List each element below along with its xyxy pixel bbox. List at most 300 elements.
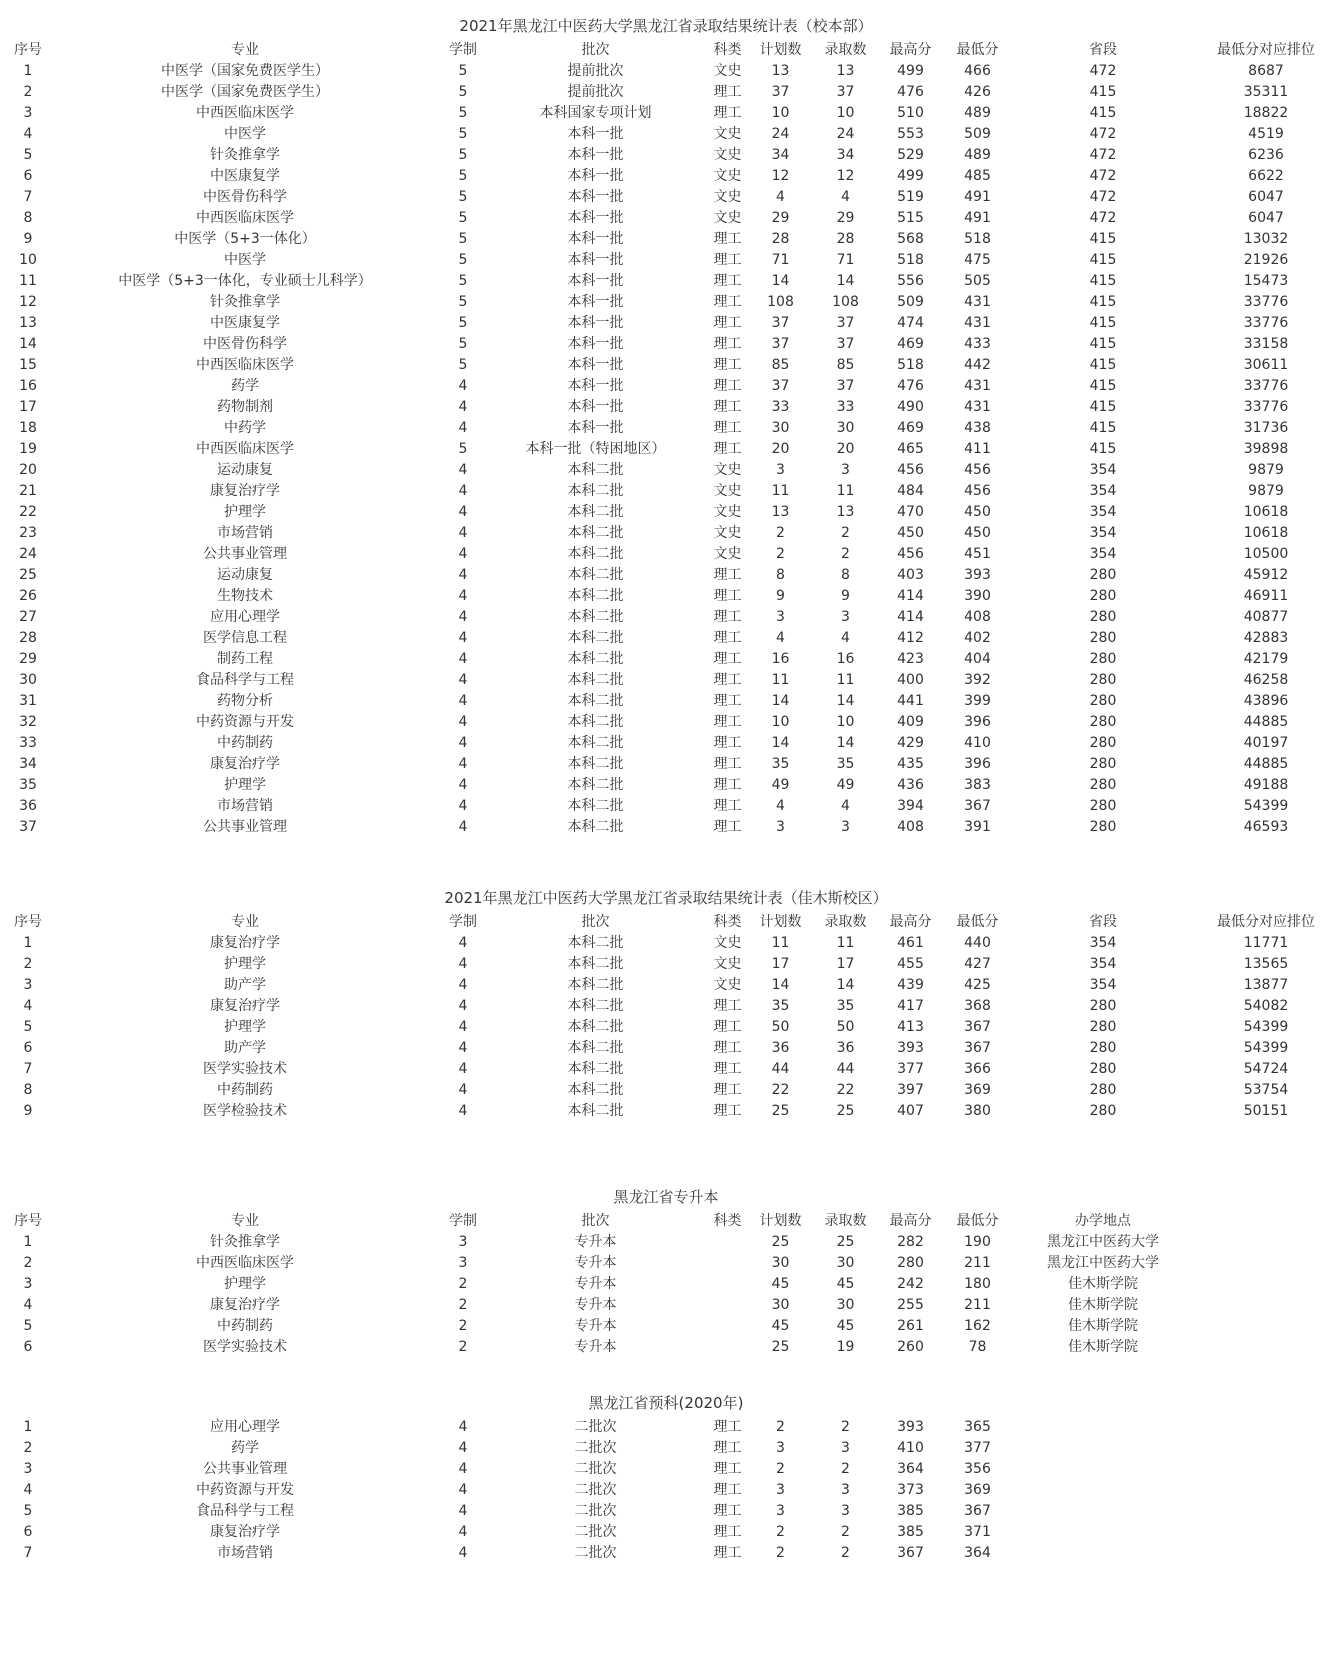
table-cell: 14 (836, 977, 855, 993)
column-header: 序号 (14, 914, 42, 930)
table-cell: 34 (19, 756, 37, 772)
table-cell: 519 (897, 189, 924, 205)
table-cell: 280 (1089, 651, 1117, 667)
table-cell: 3 (776, 1482, 785, 1498)
table-cell: 391 (964, 819, 991, 835)
table-cell: 4 (458, 630, 468, 646)
table-cell: 康复治疗学 (210, 1524, 280, 1540)
table-cell: 5 (458, 105, 468, 121)
table-cell: 411 (964, 441, 991, 457)
table-cell: 29 (771, 210, 790, 226)
table-cell: 4 (776, 630, 785, 646)
table-cell: 13032 (1243, 231, 1289, 247)
table-cell: 本科二批 (567, 609, 624, 625)
table-cell: 25 (19, 567, 37, 583)
table-cell: 415 (1089, 336, 1117, 352)
table-cell: 36 (19, 798, 37, 814)
table-cell: 4 (458, 777, 468, 793)
table-cell: 文史 (713, 483, 742, 499)
table-cell: 211 (964, 1297, 991, 1313)
table-cell: 黑龙江中医药大学 (1047, 1255, 1159, 1271)
column-header: 录取数 (824, 914, 867, 930)
table-cell: 文史 (713, 504, 742, 520)
table-cell: 33158 (1243, 336, 1289, 352)
table-cell: 414 (897, 609, 924, 625)
table-cell: 4 (458, 525, 468, 541)
table-row (0, 670, 1332, 691)
table-cell: 本科二批 (567, 956, 624, 972)
table-cell: 40197 (1243, 735, 1289, 751)
table-cell: 354 (1089, 546, 1117, 562)
table-cell: 373 (897, 1482, 924, 1498)
table-row (0, 187, 1332, 208)
table-cell: 中西医临床医学 (196, 1255, 294, 1271)
table-cell: 13565 (1243, 956, 1289, 972)
table-cell: 469 (897, 336, 924, 352)
table-cell: 22 (19, 504, 37, 520)
table-cell: 425 (964, 977, 991, 993)
table-cell: 25 (771, 1339, 790, 1355)
table-cell: 19 (836, 1339, 855, 1355)
table-cell: 理工 (713, 399, 742, 415)
table-cell: 3 (841, 819, 850, 835)
table-cell: 提前批次 (567, 63, 624, 79)
table-cell: 4 (458, 798, 468, 814)
table-cell: 市场营销 (217, 525, 273, 541)
table-cell: 33776 (1243, 378, 1289, 394)
table-row (0, 607, 1332, 628)
table-cell: 2 (841, 1461, 850, 1477)
table-cell: 专升本 (574, 1297, 617, 1313)
table-cell: 417 (897, 998, 924, 1014)
table-main-campus (0, 12, 1332, 838)
table-cell: 理工 (713, 1103, 742, 1119)
table-cell: 3 (776, 1440, 785, 1456)
table-cell: 465 (897, 441, 924, 457)
column-header: 学制 (449, 42, 477, 58)
table-cell: 文史 (713, 462, 742, 478)
table-cell: 491 (964, 189, 991, 205)
table-cell: 佳木斯学院 (1068, 1318, 1138, 1334)
table-cell: 371 (964, 1524, 991, 1540)
table-cell: 31 (19, 693, 37, 709)
table-cell: 28 (836, 231, 855, 247)
table-cell: 29 (19, 651, 37, 667)
table-row (0, 250, 1332, 271)
table-cell: 4 (458, 1419, 468, 1435)
table-cell: 456 (897, 462, 924, 478)
table-cell: 280 (1089, 735, 1117, 751)
table-cell: 29 (836, 210, 855, 226)
table-cell: 24 (836, 126, 855, 142)
table-cell: 431 (964, 315, 991, 331)
table-cell: 文史 (713, 189, 742, 205)
table-row (0, 796, 1332, 817)
table-cell: 本科二批 (567, 998, 624, 1014)
table-title: 2021年黑龙江中医药大学黑龙江省录取结果统计表（佳木斯校区） (444, 889, 888, 907)
table-cell: 12 (836, 168, 855, 184)
table-row (0, 292, 1332, 313)
table-cell: 14 (836, 273, 855, 289)
table-cell: 本科二批 (567, 714, 624, 730)
table-row (0, 691, 1332, 712)
table-row (0, 1017, 1332, 1038)
table-cell: 理工 (713, 420, 742, 436)
table-row (0, 481, 1332, 502)
table-cell: 二批次 (574, 1419, 617, 1435)
table-cell: 37 (836, 336, 855, 352)
table-title: 2021年黑龙江中医药大学黑龙江省录取结果统计表（校本部） (459, 17, 873, 35)
table-cell: 367 (964, 1040, 991, 1056)
table-cell: 6 (23, 168, 33, 184)
table-cell: 408 (897, 819, 924, 835)
column-header: 专业 (231, 914, 259, 930)
table-cell: 10 (771, 714, 790, 730)
table-cell: 医学信息工程 (203, 630, 287, 646)
table-cell: 280 (1089, 819, 1117, 835)
table-cell: 35 (836, 756, 855, 772)
table-row (0, 775, 1332, 796)
table-cell: 367 (964, 798, 991, 814)
table-cell: 4 (458, 567, 468, 583)
table-cell: 4 (841, 189, 850, 205)
table-cell: 6 (23, 1040, 33, 1056)
table-cell: 5 (458, 189, 468, 205)
table-cell: 280 (1089, 693, 1117, 709)
column-header: 学制 (449, 1213, 477, 1229)
table-cell: 19 (19, 441, 37, 457)
table-cell: 5 (458, 336, 468, 352)
table-row (0, 502, 1332, 523)
column-header: 计划数 (759, 42, 802, 58)
table-cell: 专升本 (574, 1318, 617, 1334)
table-cell: 制药工程 (217, 651, 273, 667)
table-cell: 市场营销 (217, 1545, 273, 1561)
table-cell: 本科二批 (567, 935, 624, 951)
table-cell: 康复治疗学 (210, 1297, 280, 1313)
table-row (0, 754, 1332, 775)
table-cell: 6 (23, 1339, 33, 1355)
table-cell: 4 (458, 693, 468, 709)
table-row (0, 61, 1332, 82)
table-cell: 本科二批 (567, 819, 624, 835)
table-cell: 36 (771, 1040, 790, 1056)
table-cell: 运动康复 (217, 567, 273, 583)
table-cell: 本科一批（特困地区） (525, 441, 666, 457)
column-header: 最低分对应排位 (1217, 914, 1315, 930)
table-cell: 5 (458, 168, 468, 184)
table-cell: 456 (897, 546, 924, 562)
table-cell: 108 (767, 294, 794, 310)
table-row (0, 1417, 1332, 1438)
table-row (0, 1101, 1332, 1122)
table-cell: 本科二批 (567, 798, 624, 814)
table-cell: 356 (964, 1461, 991, 1477)
table-cell: 3 (776, 462, 785, 478)
table-cell: 4 (458, 462, 468, 478)
table-cell: 367 (964, 1503, 991, 1519)
table-cell: 369 (964, 1482, 991, 1498)
table-cell: 30 (771, 420, 790, 436)
table-row (0, 628, 1332, 649)
table-row (0, 1337, 1332, 1358)
table-cell: 9879 (1248, 483, 1284, 499)
table-cell: 二批次 (574, 1482, 617, 1498)
table-cell: 2 (23, 1440, 33, 1456)
table-cell: 470 (897, 504, 924, 520)
table-cell: 理工 (713, 672, 742, 688)
table-cell: 4 (841, 630, 850, 646)
table-cell: 393 (964, 567, 991, 583)
table-cell: 472 (1089, 168, 1117, 184)
table-cell: 本科二批 (567, 777, 624, 793)
table-cell: 理工 (713, 714, 742, 730)
table-cell: 本科二批 (567, 483, 624, 499)
column-header: 省段 (1089, 914, 1117, 930)
header-row (0, 912, 1332, 933)
table-cell: 文史 (713, 147, 742, 163)
table-cell: 助产学 (224, 1040, 266, 1056)
table-cell: 2 (776, 1461, 785, 1477)
table-cell: 518 (897, 252, 924, 268)
table-row (0, 418, 1332, 439)
table-cell: 5 (458, 441, 468, 457)
table-cell: 2 (458, 1276, 468, 1292)
table-cell: 415 (1089, 231, 1117, 247)
table-jiamusi-campus (0, 884, 1332, 1122)
table-cell: 14 (771, 693, 790, 709)
table-cell: 71 (836, 252, 855, 268)
table-cell: 162 (964, 1318, 991, 1334)
table-cell: 14 (836, 735, 855, 751)
table-cell: 1 (23, 1234, 33, 1250)
table-cell: 10618 (1243, 504, 1289, 520)
table-cell: 11 (836, 483, 855, 499)
table-cell: 2 (841, 1545, 850, 1561)
table-cell: 专升本 (574, 1339, 617, 1355)
table-cell: 415 (1089, 357, 1117, 373)
table-cell: 44885 (1243, 756, 1289, 772)
table-cell: 理工 (713, 819, 742, 835)
table-cell: 10618 (1243, 525, 1289, 541)
table-cell: 280 (1089, 609, 1117, 625)
table-cell: 6 (23, 1524, 33, 1540)
table-row (0, 733, 1332, 754)
table-cell: 364 (964, 1545, 991, 1561)
table-cell: 4 (458, 977, 468, 993)
table-cell: 24 (771, 126, 790, 142)
table-cell: 2 (841, 546, 850, 562)
table-cell: 211 (964, 1255, 991, 1271)
table-cell: 509 (897, 294, 924, 310)
table-cell: 35 (771, 998, 790, 1014)
table-cell: 二批次 (574, 1524, 617, 1540)
table-cell: 14 (836, 693, 855, 709)
table-cell: 理工 (713, 294, 742, 310)
table-cell: 397 (897, 1082, 924, 1098)
table-cell: 2 (776, 546, 785, 562)
table-cell: 9 (23, 231, 33, 247)
table-cell: 理工 (713, 357, 742, 373)
table-cell: 4 (458, 504, 468, 520)
table-cell: 54399 (1243, 1040, 1289, 1056)
table-row (0, 355, 1332, 376)
table-cell: 康复治疗学 (210, 935, 280, 951)
table-cell: 431 (964, 294, 991, 310)
column-header: 办学地点 (1075, 1213, 1131, 1229)
table-row (0, 229, 1332, 250)
table-cell: 5 (458, 84, 468, 100)
table-cell: 403 (897, 567, 924, 583)
table-cell: 385 (897, 1524, 924, 1540)
table-cell: 393 (897, 1040, 924, 1056)
table-cell: 43896 (1243, 693, 1289, 709)
table-cell: 404 (964, 651, 991, 667)
table-cell: 50151 (1243, 1103, 1289, 1119)
table-row (0, 523, 1332, 544)
table-cell: 25 (771, 1234, 790, 1250)
table-row (0, 1059, 1332, 1080)
table-cell: 42883 (1243, 630, 1289, 646)
table-cell: 415 (1089, 399, 1117, 415)
table-cell: 14 (771, 273, 790, 289)
table-row (0, 817, 1332, 838)
table-cell: 499 (897, 63, 924, 79)
table-cell: 408 (964, 609, 991, 625)
table-cell: 45 (771, 1276, 790, 1292)
table-cell: 4 (23, 126, 33, 142)
table-cell: 505 (964, 273, 991, 289)
table-cell: 37 (836, 378, 855, 394)
table-cell: 14 (771, 735, 790, 751)
table-cell: 11 (836, 935, 855, 951)
table-cell: 5 (458, 63, 468, 79)
table-cell: 14 (771, 977, 790, 993)
table-row (0, 397, 1332, 418)
table-cell: 21926 (1243, 252, 1289, 268)
table-cell: 396 (964, 714, 991, 730)
table-preparatory (0, 1389, 1332, 1564)
table-cell: 提前批次 (567, 84, 624, 100)
table-cell: 文史 (713, 210, 742, 226)
table-cell: 理工 (713, 1545, 742, 1561)
table-cell: 35311 (1243, 84, 1289, 100)
table-cell: 400 (897, 672, 924, 688)
table-cell: 中西医临床医学 (196, 105, 294, 121)
table-cell: 市场营销 (217, 798, 273, 814)
table-cell: 4 (458, 1461, 468, 1477)
table-cell: 6622 (1248, 168, 1284, 184)
table-cell: 8 (776, 567, 785, 583)
table-cell: 本科二批 (567, 977, 624, 993)
table-cell: 20 (19, 462, 37, 478)
table-cell: 文史 (713, 935, 742, 951)
table-cell: 理工 (713, 777, 742, 793)
table-cell: 5 (458, 252, 468, 268)
table-cell: 本科二批 (567, 630, 624, 646)
table-cell: 4 (458, 956, 468, 972)
table-cell: 50 (836, 1019, 855, 1035)
table-cell: 415 (1089, 441, 1117, 457)
table-cell: 针灸推拿学 (210, 1234, 280, 1250)
table-cell: 理工 (713, 567, 742, 583)
table-cell: 2 (458, 1297, 468, 1313)
table-cell: 中医学（5+3一体化） (174, 231, 316, 247)
table-cell: 46258 (1243, 672, 1289, 688)
table-cell: 33 (771, 399, 790, 415)
table-cell: 4 (458, 1545, 468, 1561)
table-cell: 本科一批 (567, 273, 624, 289)
table-cell: 5 (458, 126, 468, 142)
table-cell: 7 (23, 1545, 33, 1561)
table-row (0, 1501, 1332, 1522)
table-cell: 415 (1089, 420, 1117, 436)
table-cell: 本科二批 (567, 1019, 624, 1035)
table-cell: 理工 (713, 1524, 742, 1540)
table-cell: 本科二批 (567, 525, 624, 541)
table-cell: 8 (23, 210, 33, 226)
column-header: 专业 (231, 1213, 259, 1229)
table-cell: 3 (23, 1276, 33, 1292)
table-cell: 理工 (713, 1482, 742, 1498)
table-cell: 药学 (231, 378, 259, 394)
table-cell: 中医骨伤科学 (203, 336, 287, 352)
table-cell: 黑龙江中医药大学 (1047, 1234, 1159, 1250)
table-cell: 2 (776, 1419, 785, 1435)
table-cell: 中医骨伤科学 (203, 189, 287, 205)
table-cell: 2 (776, 1545, 785, 1561)
table-cell: 康复治疗学 (210, 756, 280, 772)
table-cell: 485 (964, 168, 991, 184)
table-cell: 31736 (1243, 420, 1289, 436)
header-row (0, 1211, 1332, 1232)
table-cell: 4 (458, 998, 468, 1014)
table-cell: 54082 (1243, 998, 1289, 1014)
table-cell: 公共事业管理 (203, 819, 287, 835)
table-cell: 本科二批 (567, 1061, 624, 1077)
table-cell: 280 (1089, 672, 1117, 688)
table-cell: 中药资源与开发 (196, 714, 294, 730)
table-cell: 9 (841, 588, 850, 604)
table-cell: 中医康复学 (210, 168, 280, 184)
table-cell: 中药制药 (217, 1318, 273, 1334)
table-cell: 280 (1089, 630, 1117, 646)
table-cell: 499 (897, 168, 924, 184)
table-cell: 佳木斯学院 (1068, 1339, 1138, 1355)
table-cell: 410 (964, 735, 991, 751)
table-cell: 3 (776, 819, 785, 835)
table-cell: 10 (836, 105, 855, 121)
table-cell: 中药资源与开发 (196, 1482, 294, 1498)
table-cell: 食品科学与工程 (196, 1503, 294, 1519)
table-cell: 文史 (713, 126, 742, 142)
table-cell: 369 (964, 1082, 991, 1098)
table-cell: 33 (19, 735, 37, 751)
table-cell: 280 (1089, 1061, 1117, 1077)
table-cell: 484 (897, 483, 924, 499)
table-cell: 5 (23, 1503, 33, 1519)
table-cell: 本科一批 (567, 420, 624, 436)
table-cell: 4 (23, 1297, 33, 1313)
table-cell: 33 (836, 399, 855, 415)
table-cell: 30 (19, 672, 37, 688)
table-cell: 5 (458, 273, 468, 289)
table-cell: 28 (771, 231, 790, 247)
table-cell: 54399 (1243, 798, 1289, 814)
table-cell: 280 (1089, 714, 1117, 730)
table-cell: 49188 (1243, 777, 1289, 793)
table-cell: 44 (836, 1061, 855, 1077)
